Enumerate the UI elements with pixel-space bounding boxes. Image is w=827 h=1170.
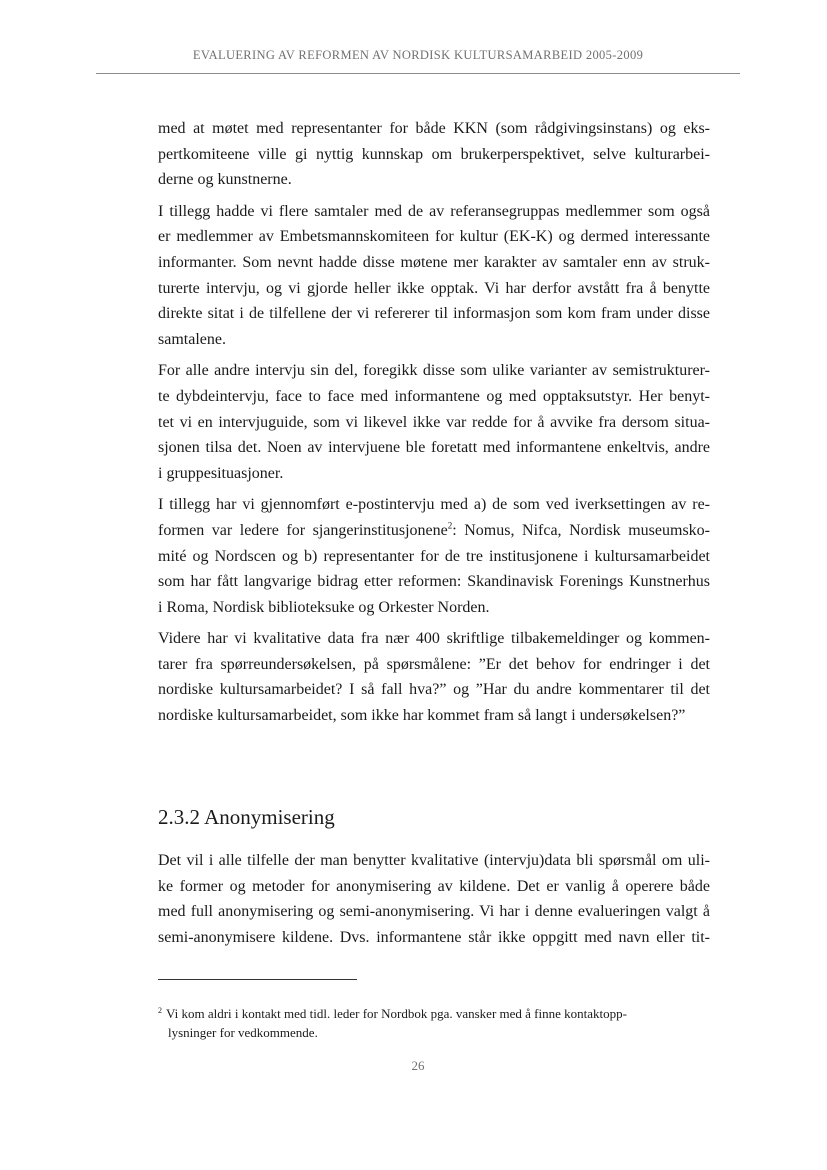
text-line: pertkomiteene ville gi nyttig kunnskap om brukerperspektivet, selve kulturarbei- — [158, 145, 710, 163]
paragraph-3 — [158, 358, 710, 486]
text-line: For alle andre intervju sin del, foregikk disse som ulike varianter av semistrukturer- — [158, 362, 710, 380]
body-text — [158, 116, 710, 735]
text-line: med full anonymisering og semi-anonymisering. Vi har i denne evalueringen valgt å — [158, 903, 710, 921]
text-line: nordiske kultursamarbeidet, som ikke har kommet fram så langt i undersøkelsen?” — [158, 707, 686, 725]
section-heading: 2.3.2 Anonymisering — [158, 805, 335, 829]
text-line: sjonen tilsa det. Noen av intervjuene ble foretatt med informantene enkeltvis, andre — [158, 439, 710, 457]
text-line: informanter. Som nevnt hadde disse møtene mer karakter av samtaler enn av struk- — [158, 253, 710, 271]
text-line: derne og kunstnerne. — [158, 171, 292, 189]
footnote-number: 2 — [158, 1005, 162, 1015]
paragraph-5 — [158, 626, 710, 728]
running-header: EVALUERING AV REFORMEN AV NORDISK KULTURSAMARBEID 2005-2009 — [192, 48, 644, 62]
text-line: i gruppesituasjoner. — [158, 464, 284, 482]
paragraph-1 — [158, 116, 710, 193]
text-line: te dybdeintervju, face to face med informantene og med opptaksutstyr. Her benyt- — [158, 387, 710, 405]
text-line: Videre har vi kvalitative data fra nær 400 skriftlige tilbakemeldinger og kommen- — [158, 630, 710, 648]
text-line: I tillegg har vi gjennomført e-postintervju med a) de som ved iverksettingen av re- — [158, 496, 710, 514]
text-line: tarer fra spørreundersøkelsen, på spørsmålene: ”Er det behov for endringer i det — [158, 655, 710, 673]
text-line: med at møtet med representanter for både KKN (som rådgivingsinstans) og eks- — [158, 120, 710, 137]
text-fragment: formen var ledere for sjangerinstitusjonene — [158, 521, 448, 539]
text-line: mité og Nordscen og b) representanter for de tre institusjonene i kultursamarbeidet — [158, 547, 710, 565]
footnote-reference[interactable]: 2 — [447, 520, 453, 531]
text-line: direkte sitat i de tilfellene der vi refererer til informasjon som kom fram under disse — [158, 305, 710, 323]
text-line: nordiske kultursamarbeidet? I så fall hva?” og ”Har du andre kommentarer til det — [158, 681, 710, 699]
text-line: som har fått langvarige bidrag etter reformen: Skandinavisk Forenings Kunstnerhus — [158, 573, 710, 591]
footnote-rule — [158, 979, 357, 980]
text-line: Det vil i alle tilfelle der man benytter kvalitative (intervju)data bli spørsmål om uli- — [158, 852, 710, 869]
text-line-with-footnote — [158, 518, 710, 544]
text-line: ke former og metoder for anonymisering av kildene. Det er vanlig å operere både — [158, 877, 710, 895]
text-line: semi-anonymisere kildene. Dvs. informantene står ikke oppgitt med navn eller tit- — [158, 928, 710, 946]
text-line: turerte intervju, og vi gjorde heller ikke opptak. Vi har derfor avstått fra å benytte — [158, 279, 710, 297]
text-line: er medlemmer av Embetsmannskomiteen for kultur (EK-K) og dermed interessante — [158, 228, 710, 246]
header-rule — [96, 73, 740, 74]
text-line: samtalene. — [158, 330, 226, 348]
paragraph-2 — [158, 199, 710, 353]
paragraph-4 — [158, 492, 710, 620]
text-line: tet vi en intervjuguide, som vi likevel ikke var redde for å avvike fra dersom situa- — [158, 413, 710, 431]
footnote-line — [158, 1004, 710, 1023]
footnote-text: Vi kom aldri i kontakt med tidl. leder for Nordbok pga. vansker med å finne kontaktopp- — [166, 1006, 627, 1021]
text-fragment: : Nomus, Nifca, Nordisk museumsko- — [452, 521, 711, 539]
section-paragraph — [158, 848, 710, 950]
page-number: 26 — [411, 1058, 425, 1073]
text-line: i Roma, Nordisk biblioteksuke og Orkester Norden. — [158, 598, 490, 616]
footnote-line: lysninger for vedkommende. — [168, 1025, 318, 1040]
text-line: I tillegg hadde vi flere samtaler med de av referansegruppas medlemmer som også — [158, 202, 710, 220]
section-body — [158, 848, 710, 956]
footnote — [158, 1004, 710, 1042]
